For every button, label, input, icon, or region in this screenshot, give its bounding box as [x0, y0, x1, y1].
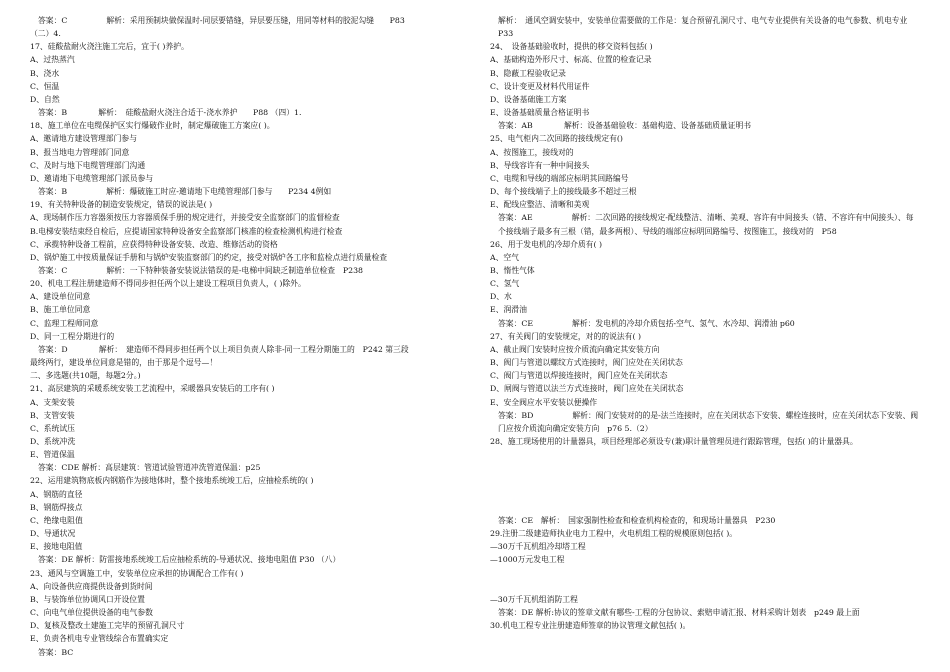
text-line: C、绝缘电阻值 [30, 515, 83, 525]
text-line: E、接地电阻值 [30, 542, 83, 552]
text-line: C、电缆和导线的端部应标明其回路编号 [490, 173, 629, 183]
text-line: B、支管安装 [30, 410, 75, 420]
text-line: D、水 [490, 292, 512, 302]
text-line: E、安全阀应水平安装以便操作 [490, 397, 598, 407]
text-line: A、过热蒸汽 [30, 55, 75, 65]
text-line: 26、用于发电机的冷却介质有( ) [490, 239, 603, 249]
text-line: 25、电气柜内二次回路的接线规定有() [490, 134, 623, 144]
text-line: D、设备基础施工方案 [490, 94, 567, 104]
text-line: D、自然 [30, 94, 60, 104]
text-line: E、润滑油 [490, 305, 527, 315]
text-line: 答案：CDE 解析：高层建筑：管道试验管道冲洗管道保温：p25 [38, 463, 261, 473]
text-line: E、管道保温 [30, 450, 75, 460]
text-line: A、邀请地方建设管理部门参与 [30, 134, 137, 144]
text-line: C、及时与地下电缆管理部门沟通 [30, 160, 146, 170]
text-line: C、设计变更及材料代用证件 [490, 81, 590, 91]
text-line: A、钢筋的直径 [30, 489, 83, 499]
text-line: A、现场制作压力容器须按压力容器质保手册的规定进行，并接受安全监察部门的监督检查 [30, 213, 340, 223]
text-line: B、施工单位同意 [30, 305, 91, 315]
text-line: 19、有关特种设备的制造安装规定，错误的说法是( ) [30, 200, 213, 210]
text-line: A、基础构造外形尺寸、标高、位置的检查记录 [490, 55, 652, 65]
text-line: 答案：BD 解析：阀门安装对的的是-法兰连接时，应在关闭状态下安装、螺栓连接时，应在关闭状态下安装、阀门应按介质流向确定安装方向 p76 5.（2） [498, 410, 919, 433]
text-line: D、系统冲洗 [30, 437, 76, 446]
text-line: （二）4. [30, 29, 61, 39]
text-line: D、闸阀与管道以法兰方式连接时，阀门应处在关闭状态 [490, 384, 684, 394]
text-line: —30万千瓦机组消防工程 [490, 594, 578, 604]
text-line: 21、高层建筑的采暖系统安装工艺流程中，采暖器具安装后的工序有( ) [30, 384, 275, 394]
text-line: 二、多选题(共10题，每题2分。) [30, 371, 141, 381]
text-line: A、空气 [490, 252, 520, 262]
text-line [490, 567, 920, 580]
text-line [490, 580, 920, 593]
text-line [490, 448, 920, 461]
text-line: 答案：AB 解析：设备基础验收：基础构造、设备基础质量证明书 [498, 121, 752, 131]
text-line: 答案：DE 解析:协议的签章文献有哪些-工程的分包协议、索赔申请汇报、材料采购计划表 p249 最上面 [498, 608, 860, 618]
text-line: D、导通状况 [30, 529, 76, 539]
text-line: 29.注册二级建造师执业电力工程中，火电机组工程的规模原则包括( )。 [490, 529, 738, 539]
text-line: 22、运用建筑物底板内钢筋作为接地体时，整个接地系统竣工后，应抽检系统的( ) [30, 476, 314, 486]
text-line: A、截止阀门安装时应按介质流向确定其安装方向 [490, 344, 660, 354]
text-line: 23、通风与空调施工中，安装单位应承担的协调配合工作有( ) [30, 568, 244, 578]
text-line: 17、硅酸盐耐火浇注施工完后，宜于( )养护。 [30, 42, 189, 52]
text-line: C、监理工程师同意 [30, 318, 99, 328]
text-line: 答案：C 解析：采用预制块做保温时-同层要错缝，异层要压缝，用同等材料的胶泥勾缝 P83 [38, 16, 405, 25]
text-line [490, 474, 920, 487]
text-line: —30万千瓦机组冷却塔工程 [490, 542, 586, 552]
text-line [490, 488, 920, 501]
text-line: A、建设单位同意 [30, 292, 91, 302]
text-line: E、负责各机电专业管线综合布置确实定 [30, 634, 169, 644]
text-line: B、浇水 [30, 68, 60, 78]
text-line: B.电梯安装结束经自检后，应提请国家特种设备安全监察部门核准的检查检测机构进行检查 [30, 226, 343, 236]
text-line: D、每个接线端子上的接线最多不超过三根 [490, 187, 637, 197]
text-line: D、同一工程分期进行的 [30, 331, 115, 341]
text-line: C、系统试压 [30, 423, 75, 433]
text-line [490, 461, 920, 474]
text-line: 答案：DE 解析：防雷接地系统竣工后应抽检系统的-导通状况、接地电阻值 P30 （八） [38, 555, 341, 565]
text-line: A、按图施工，接线对的 [490, 147, 574, 157]
text-line: 18、施工单位在电缆保护区实行爆破作业时，制定爆破施工方案应( )。 [30, 121, 275, 131]
text-line: E、配线应整洁、清晰和美观 [490, 200, 590, 210]
text-line: 20、机电工程注册建造师不得同步担任两个以上建设工程项目负责人，( )除外。 [30, 279, 306, 289]
text-line: —1000万元发电工程 [490, 555, 565, 565]
text-line: C、承揽特种设备工程前，应获得特种设备安装、改造、维修活动的资格 [30, 239, 278, 249]
text-line: 27、有关阀门的安装规定，对的的说法有( ) [490, 331, 642, 341]
text-line: C、氢气 [490, 279, 520, 289]
text-line: B、钢筋焊接点 [30, 502, 83, 512]
text-line: 28、施工现场使用的计量器具，项目经理部必须设专(兼)职计量管理员进行跟踪管理，包括( )的计量器具。 [490, 437, 858, 446]
text-line: 答案：D 解析： 建造师不得同步担任两个以上项目负责人除非-同一工程分期施工的 P242 第三段 [38, 344, 409, 354]
text-line: D、邀请地下电缆管理部门派员参与 [30, 173, 154, 183]
text-line: 30.机电工程专业注册建造师签章的协议管理文献包括( )。 [490, 621, 691, 631]
text-line: B、导线容许有一种中间接头 [490, 160, 590, 170]
text-line: C、阀门与管道以焊接连接时，阀门应处在关闭状态 [490, 371, 668, 381]
text-line: B、惰性气体 [490, 265, 535, 275]
text-line: A、向设备供应商提供设备到货时间 [30, 581, 153, 591]
text-line: A、支架安装 [30, 397, 75, 407]
text-line: 答案：CE 解析： 国家强制性检查和检查机构检查的，和现场计量器具 P230 [498, 515, 776, 525]
text-line: 答案：AE 解析：二次回路的接线规定-配线整洁、清晰、美观、容许有中间接头（错、不容许有中间接头）、每个接线端子最多有三根（错，最多两根）、导线的端部应标明回路编号、按图施工，接线对的 P58 [498, 213, 914, 236]
text-line: B、报当地电力管理部门同意 [30, 147, 130, 157]
text-line: 答案：B 解析：爆破施工时应-邀请地下电缆管理部门参与 P234 4例如 [38, 187, 332, 197]
text-line: E、设备基础质量合格证明书 [490, 108, 590, 118]
text-line: B、与装饰单位协调风口开设位置 [30, 594, 145, 604]
text-line: C、向电气单位提供设备的电气参数 [30, 608, 153, 618]
text-line: C、恒温 [30, 81, 60, 91]
text-line: B、隐蔽工程验收记录 [490, 68, 566, 78]
text-line: 答案：B 解析： 硅酸盐耐火浇注合适于-浇水养护 P88 （四）1. [38, 108, 302, 118]
text-line: 答案：BC [38, 647, 74, 657]
text-line: 24、 设备基础验收时，提供的移交资料包括( ) [490, 42, 653, 52]
left-column [30, 14, 460, 659]
text-line: B、阀门与管道以螺纹方式连接时，阀门应处在关闭状态 [490, 358, 683, 368]
text-line [490, 501, 920, 514]
text-line: 解析： 通风空调安装中，安装单位需要做的工作是：复合预留孔洞尺寸、电气专业提供有关设备的电气参数、机电专业 P33 [498, 16, 916, 39]
text-line: D、复核及整改土建施工完毕的预留孔洞尺寸 [30, 621, 185, 631]
right-column [490, 14, 920, 632]
text-line: 答案：CE 解析：发电机的冷却介质包括-空气、氢气、水冷却、润滑油 p60 [498, 318, 795, 328]
text-line: 最终两行，建设单位同意是错的，由于那是个逗号—！ [30, 358, 218, 368]
text-line: 答案：C 解析：一下特种装备安装说法错误的是-电梯中间缺乏制造单位检查 P238 [38, 265, 364, 275]
text-line: D、锅炉施工中按质量保证手册和与锅炉安装监察部门的约定，接受对锅炉各工序和监检点进行质量检查 [30, 252, 388, 262]
